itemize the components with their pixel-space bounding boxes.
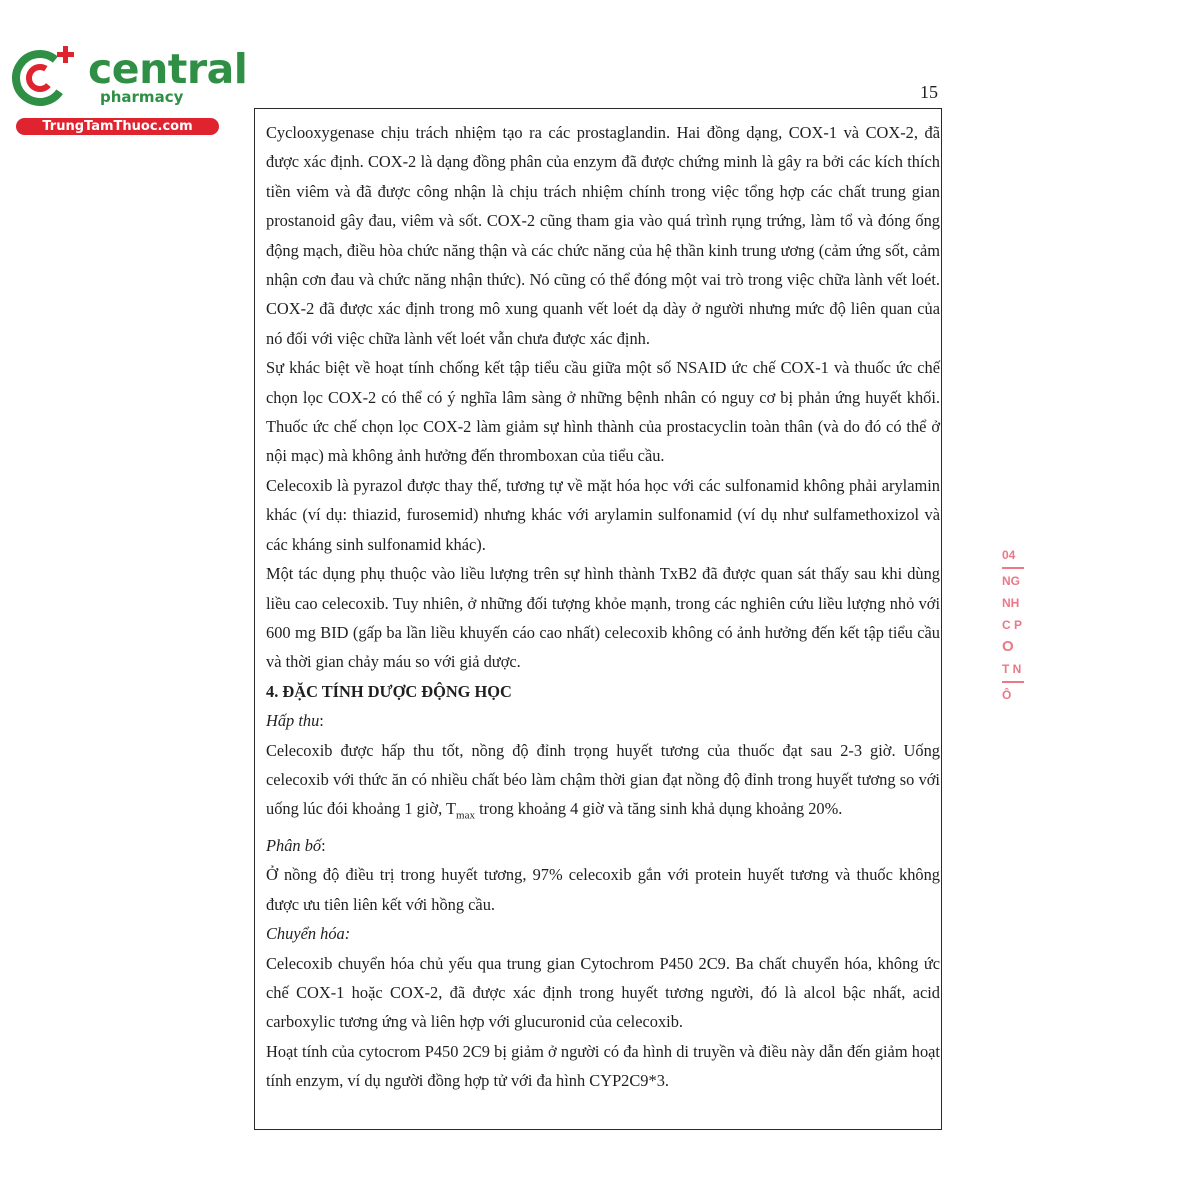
central-pharmacy-logo[interactable] bbox=[10, 40, 248, 136]
stamp-line: O bbox=[1002, 638, 1014, 655]
stamp-line: T N bbox=[1002, 662, 1022, 676]
section-heading: 4. ĐẶC TÍNH DƯỢC ĐỘNG HỌC bbox=[266, 681, 512, 701]
stamp-line: 04 bbox=[1002, 548, 1016, 562]
logo-subtitle: pharmacy bbox=[100, 88, 184, 106]
subheading-absorption: Hấp thu: bbox=[266, 711, 324, 731]
absorption-text-end: trong khoảng 4 giờ và tăng sinh khả dụng khoảng 20%. bbox=[474, 799, 843, 819]
paragraph: Celecoxib là pyrazol được thay thế, tương tự về mặt hóa học với các sulfonamid không phải arylamin khác (ví dụ: thiazid, furosemid) nhưng khác với arylamin sulfonamid (ví dụ như sulfamethoxizol và các kháng sinh sulfonamid khác). bbox=[266, 475, 940, 554]
stamp-line: NH bbox=[1002, 596, 1020, 610]
paragraph: Sự khác biệt về hoạt tính chống kết tập tiểu cầu giữa một số NSAID ức chế COX-1 và thuốc ức chế chọn lọc COX-2 có thể có ý nghĩa lâm sàng ở những bệnh nhân có nguy cơ bị phản ứng huyết khối. Thuốc ức chế chọn lọc COX-2 làm giảm sự hình thành của prostacyclin toàn thân (và do đó có thể ở nội mạc) mà không ảnh hưởng đến thromboxan của tiểu cầu. bbox=[266, 358, 940, 466]
page-number: 15 bbox=[920, 82, 938, 102]
paragraph: Ở nồng độ điều trị trong huyết tương, 97% celecoxib gắn với protein huyết tương và thuốc không được ưu tiên liên kết với hồng cầu. bbox=[266, 865, 940, 914]
stamp-line: C P bbox=[1002, 618, 1023, 632]
subheading-absorption-label: Hấp thu bbox=[266, 711, 320, 731]
logo-name: central bbox=[88, 45, 248, 93]
red-stamp-fragment bbox=[1002, 544, 1024, 706]
paragraph: Một tác dụng phụ thuộc vào liều lượng trên sự hình thành TxB2 đã được quan sát thấy sau khi dùng liều cao celecoxib. Tuy nhiên, ở những đối tượng khỏe mạnh, trong các nghiên cứu liều lượng nhỏ với 600 mg BID (gấp ba lần liều khuyến cáo cao nhất) celecoxib không có ảnh hưởng đến kết tập tiểu cầu và thời gian chảy máu so với giả dược. bbox=[266, 564, 940, 672]
paragraph: Celecoxib chuyển hóa chủ yếu qua trung gian Cytochrom P450 2C9. Ba chất chuyển hóa, không ức chế COX-1 hoặc COX-2, đã được xác định trong huyết tương người, đó là alcol bậc nhất, acid carboxylic tương ứng và liên hợp với glucuronid của celecoxib. bbox=[266, 953, 940, 1032]
subheading-metabolism: Chuyển hóa: bbox=[266, 924, 351, 944]
subheading-distribution-label: Phân bố bbox=[266, 836, 322, 856]
document-body bbox=[266, 118, 940, 1096]
logo-url-banner: TrungTamThuoc.com bbox=[16, 118, 219, 135]
pharmacy-cross-logo-icon bbox=[10, 40, 80, 110]
stamp-line: NG bbox=[1002, 574, 1020, 588]
tmax-subscript: max bbox=[456, 809, 475, 822]
subheading-distribution: Phân bố: bbox=[266, 836, 326, 856]
absorption-text: Celecoxib được hấp thu tốt, nồng độ đỉnh trọng huyết tương của thuốc đạt sau 2-3 giờ. Uống celecoxib với thức ăn có nhiều chất béo làm chậm thời gian đạt nồng độ đỉnh trong huyết tương so với uống lúc đói khoảng 1 giờ, T bbox=[266, 740, 940, 819]
paragraph-absorption bbox=[266, 736, 940, 832]
paragraph: Hoạt tính của cytocrom P450 2C9 bị giảm ở người có đa hình di truyền và điều này dẫn đến giảm hoạt tính enzym, ví dụ người đồng hợp tử với đa hình CYP2C9*3. bbox=[266, 1041, 940, 1091]
stamp-line: Ô bbox=[1002, 688, 1012, 702]
paragraph: Cyclooxygenase chịu trách nhiệm tạo ra các prostaglandin. Hai đồng dạng, COX-1 và COX-2, đã được xác định. COX-2 là dạng đồng phân của enzym đã được chứng minh là gây ra bởi các kích thích tiền viêm và đã được công nhận là chịu trách nhiệm chính trong việc tổng hợp các chất trung gian prostanoid gây đau, viêm và sốt. COX-2 cũng tham gia vào quá trình rụng trứng, làm tổ và đóng ống động mạch, điều hòa chức năng thận và các chức năng của hệ thần kinh trung ương (cảm ứng sốt, cảm nhận cơn đau và chức năng nhận thức). Nó cũng có thể đóng một vai trò trong việc chữa lành vết loét. COX-2 đã được xác định trong mô xung quanh vết loét dạ dày ở người nhưng mức độ liên quan của nó đối với việc chữa lành vết loét vẫn chưa được xác định. bbox=[266, 123, 940, 348]
